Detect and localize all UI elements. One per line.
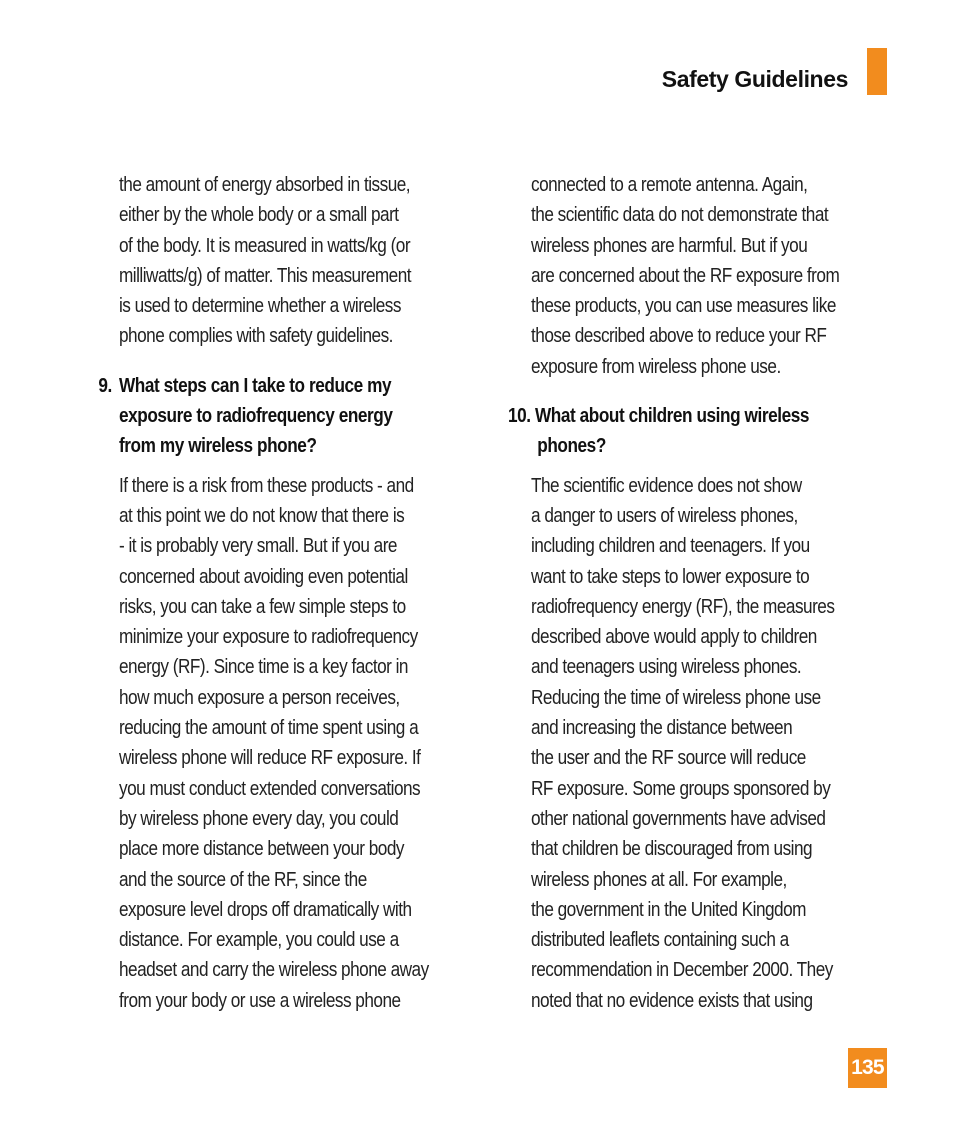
text-line: minimize your exposure to radiofrequency xyxy=(119,626,418,649)
text-line: The scientific evidence does not show xyxy=(531,474,802,497)
question-line: phones? xyxy=(537,435,606,458)
right-intro-paragraph xyxy=(531,170,892,382)
text-line: RF exposure. Some groups sponsored by xyxy=(531,777,831,800)
text-line: from your body or use a wireless phone xyxy=(119,989,401,1012)
page-number-badge: 135 xyxy=(848,1048,887,1088)
text-line: how much exposure a person receives, xyxy=(119,686,400,709)
text-line: radiofrequency energy (RF), the measures xyxy=(531,595,835,618)
text-line: the government in the United Kingdom xyxy=(531,898,806,921)
question-line: exposure to radiofrequency energy xyxy=(119,405,393,428)
question-line: from my wireless phone? xyxy=(119,435,317,458)
text-line: these products, you can use measures like xyxy=(531,295,836,318)
text-line: If there is a risk from these products - and xyxy=(119,474,414,497)
text-line: are concerned about the RF exposure from xyxy=(531,264,840,287)
text-line: headset and carry the wireless phone away xyxy=(119,959,429,982)
text-line: concerned about avoiding even potential xyxy=(119,565,408,588)
text-line: recommendation in December 2000. They xyxy=(531,959,833,982)
text-line: distance. For example, you could use a xyxy=(119,929,399,952)
text-line: - it is probably very small. But if you are xyxy=(119,535,397,558)
text-line: and teenagers using wireless phones. xyxy=(531,656,802,679)
right-answer-paragraph xyxy=(531,471,892,1016)
text-line: Reducing the time of wireless phone use xyxy=(531,686,821,709)
text-line: connected to a remote antenna. Again, xyxy=(531,174,808,196)
text-line: wireless phone will reduce RF exposure. If xyxy=(119,747,421,770)
text-line: of the body. It is measured in watts/kg (or xyxy=(119,234,411,257)
text-line: the amount of energy absorbed in tissue, xyxy=(119,174,411,196)
left-column xyxy=(98,170,484,1016)
text-line: phone complies with safety guidelines. xyxy=(119,325,393,348)
text-line: place more distance between your body xyxy=(119,838,404,861)
right-column xyxy=(508,170,891,1016)
text-line: the scientific data do not demonstrate that xyxy=(531,204,829,227)
text-line: other national governments have advised xyxy=(531,807,826,830)
text-line: risks, you can take a few simple steps to xyxy=(119,595,406,618)
text-line: distributed leaflets containing such a xyxy=(531,929,789,952)
text-line: you must conduct extended conversations xyxy=(119,777,421,800)
section-tab-marker xyxy=(867,48,887,95)
text-line: and the source of the RF, since the xyxy=(119,868,367,891)
text-line: noted that no evidence exists that using xyxy=(531,989,813,1012)
text-line: those described above to reduce your RF xyxy=(531,325,827,348)
text-line: energy (RF). Since time is a key factor in xyxy=(119,656,408,679)
text-line: by wireless phone every day, you could xyxy=(119,807,399,830)
question-line: What steps can I take to reduce my xyxy=(119,374,392,397)
section-title: Safety Guidelines xyxy=(661,66,848,92)
text-line: that children be discouraged from using xyxy=(531,838,813,861)
text-line: described above would apply to children xyxy=(531,626,817,649)
question-10-heading xyxy=(508,401,891,462)
text-line: the user and the RF source will reduce xyxy=(531,747,806,770)
text-line: wireless phones are harmful. But if you xyxy=(531,234,808,257)
text-line: including children and teenagers. If you xyxy=(531,535,810,558)
left-answer-paragraph xyxy=(119,471,485,1016)
text-line: and increasing the distance between xyxy=(531,717,793,740)
text-line: milliwatts/g) of matter. This measurement xyxy=(119,264,412,287)
question-line xyxy=(508,401,869,431)
question-number: 10. xyxy=(508,405,531,428)
text-line: exposure level drops off dramatically with xyxy=(119,898,412,921)
text-line: a danger to users of wireless phones, xyxy=(531,504,798,527)
question-9-heading xyxy=(98,371,484,462)
question-number: 9. xyxy=(98,374,112,397)
text-line: is used to determine whether a wireless xyxy=(119,295,401,318)
text-line: want to take steps to lower exposure to xyxy=(531,565,810,588)
text-line: wireless phones at all. For example, xyxy=(531,868,787,891)
text-line: reducing the amount of time spent using a xyxy=(119,717,419,740)
left-intro-paragraph xyxy=(119,170,485,352)
text-line: either by the whole body or a small part xyxy=(119,204,399,227)
text-line: at this point we do not know that there is xyxy=(119,504,405,527)
text-line: exposure from wireless phone use. xyxy=(531,355,781,378)
question-text: What about children using wireless xyxy=(534,405,809,428)
